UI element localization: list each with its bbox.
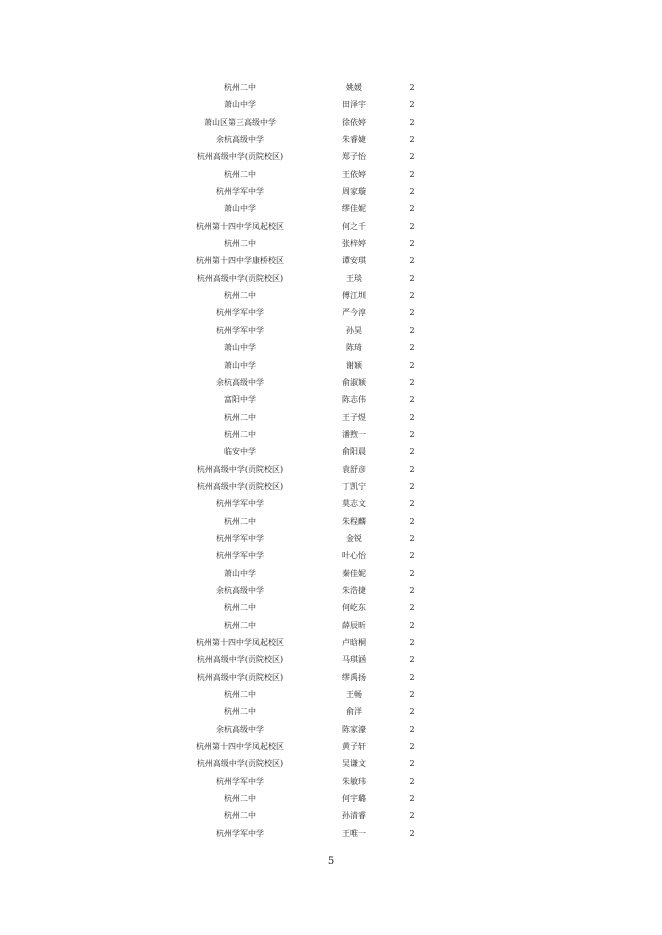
grade-cell: 2 [409, 412, 415, 422]
school-cell: 杭州二中 [224, 83, 256, 92]
grade-cell: 2 [409, 551, 415, 561]
school-cell: 杭州高级中学(贡院校区) [196, 464, 284, 474]
table-row [0, 114, 662, 131]
table-row [0, 357, 662, 374]
student-name-cell: 严今淳 [342, 308, 366, 318]
table-row [0, 686, 662, 703]
grade-cell: 2 [409, 759, 415, 769]
table-row [0, 461, 662, 478]
grade-cell: 2 [409, 239, 415, 249]
school-cell: 萧山中学 [224, 100, 256, 110]
table-row [0, 634, 662, 651]
student-name-cell: 王琰 [346, 273, 362, 283]
school-cell: 余杭高级中学 [216, 724, 264, 734]
table-row [0, 409, 662, 426]
table-row [0, 322, 662, 339]
grade-cell: 2 [409, 187, 415, 197]
grade-cell: 2 [409, 343, 415, 353]
grade-cell: 2 [409, 273, 415, 283]
grade-cell: 2 [409, 516, 415, 526]
school-cell: 萧山区第三高级中学 [204, 117, 276, 127]
table-row [0, 513, 662, 530]
school-cell: 杭州高级中学(贡院校区) [196, 481, 284, 491]
student-name-cell: 王依婷 [342, 169, 366, 179]
school-cell: 杭州高级中学(贡院校区) [196, 672, 284, 682]
student-name-cell: 田泽宇 [342, 100, 366, 110]
grade-cell: 2 [409, 603, 415, 613]
table-row [0, 721, 662, 738]
table-row [0, 703, 662, 720]
grade-cell: 2 [409, 308, 415, 318]
student-name-cell: 姚媛 [346, 83, 362, 92]
student-name-cell: 朱浩捷 [342, 585, 366, 595]
school-cell: 杭州二中 [224, 516, 256, 526]
student-name-cell: 金锐 [346, 533, 362, 543]
grade-cell: 2 [409, 291, 415, 301]
grade-cell: 2 [409, 464, 415, 474]
school-cell: 杭州学军中学 [216, 551, 264, 561]
table-row [0, 131, 662, 148]
table-row [0, 96, 662, 113]
table-row [0, 270, 662, 287]
student-name-cell: 郑子怡 [342, 152, 366, 162]
table-row [0, 669, 662, 686]
grade-cell: 2 [409, 221, 415, 231]
school-cell: 杭州学军中学 [216, 499, 264, 509]
table-row [0, 235, 662, 252]
table-row [0, 495, 662, 512]
school-cell: 杭州二中 [224, 429, 256, 439]
school-cell: 萧山中学 [224, 343, 256, 353]
school-cell: 杭州二中 [224, 690, 256, 700]
school-cell: 杭州学军中学 [216, 828, 264, 838]
table-row [0, 79, 662, 96]
grade-cell: 2 [409, 377, 415, 387]
table-row [0, 738, 662, 755]
student-name-cell: 张梓婷 [342, 239, 366, 249]
table-row [0, 252, 662, 269]
student-name-cell: 朱睿婕 [342, 135, 366, 145]
student-name-cell: 缪禹扬 [342, 672, 366, 682]
table-row [0, 148, 662, 165]
school-cell: 杭州第十四中学凤起校区 [196, 221, 284, 231]
grade-cell: 2 [409, 325, 415, 335]
student-name-cell: 孙清睿 [342, 811, 366, 821]
student-name-cell: 莫志文 [342, 499, 366, 509]
school-cell: 杭州高级中学(贡院校区) [196, 655, 284, 665]
grade-cell: 2 [409, 828, 415, 838]
table-row [0, 391, 662, 408]
student-name-cell: 傅江圳 [342, 291, 366, 301]
grade-cell: 2 [409, 776, 415, 786]
grade-cell: 2 [409, 742, 415, 752]
grade-cell: 2 [409, 447, 415, 457]
student-name-cell: 谢颖 [346, 360, 362, 370]
student-name-cell: 朱敏玮 [342, 776, 366, 786]
student-name-cell: 王唯一 [342, 828, 366, 838]
student-name-cell: 潘煦一 [342, 429, 366, 439]
student-name-cell: 何屹东 [342, 603, 366, 613]
page-number: 5 [327, 856, 335, 867]
table-row [0, 200, 662, 217]
school-cell: 杭州学军中学 [216, 308, 264, 318]
grade-cell: 2 [409, 533, 415, 543]
grade-cell: 2 [409, 100, 415, 110]
table-row [0, 478, 662, 495]
table-row [0, 565, 662, 582]
student-name-cell: 吴谦文 [342, 759, 366, 769]
grade-cell: 2 [409, 429, 415, 439]
grade-cell: 2 [409, 794, 415, 804]
table-row [0, 582, 662, 599]
grade-cell: 2 [409, 690, 415, 700]
grade-cell: 2 [409, 724, 415, 734]
grade-cell: 2 [409, 360, 415, 370]
student-name-cell: 陈志伟 [342, 395, 366, 405]
school-cell: 杭州二中 [224, 291, 256, 301]
student-name-cell: 朱程麟 [342, 516, 366, 526]
school-cell: 萧山中学 [224, 360, 256, 370]
grade-cell: 2 [409, 481, 415, 491]
school-cell: 余杭高级中学 [216, 377, 264, 387]
grade-cell: 2 [409, 672, 415, 682]
student-name-cell: 陈琦 [346, 343, 362, 353]
student-name-cell: 丁凯宁 [342, 481, 366, 491]
school-cell: 杭州高级中学(贡院校区) [196, 759, 284, 769]
table-row [0, 825, 662, 842]
grade-cell: 2 [409, 655, 415, 665]
school-cell: 临安中学 [224, 447, 256, 457]
grade-cell: 2 [409, 638, 415, 647]
school-cell: 杭州二中 [224, 707, 256, 717]
school-cell: 杭州二中 [224, 239, 256, 249]
table-row [0, 443, 662, 460]
table-row [0, 773, 662, 790]
grade-cell: 2 [409, 135, 415, 145]
school-cell: 杭州二中 [224, 412, 256, 422]
table-row [0, 807, 662, 824]
student-name-cell: 薛辰昕 [342, 620, 366, 630]
student-name-cell: 王子煜 [342, 412, 366, 422]
grade-cell: 2 [409, 499, 415, 509]
school-cell: 杭州学军中学 [216, 325, 264, 335]
table-row [0, 166, 662, 183]
grade-cell: 2 [409, 585, 415, 595]
table-row [0, 426, 662, 443]
school-cell: 余杭高级中学 [216, 135, 264, 145]
school-cell: 杭州二中 [224, 620, 256, 630]
grade-cell: 2 [409, 620, 415, 630]
grade-cell: 2 [409, 811, 415, 821]
student-name-cell: 孙昊 [346, 325, 362, 335]
school-cell: 萧山中学 [224, 568, 256, 578]
grade-cell: 2 [409, 568, 415, 578]
student-name-cell: 俞阳晨 [342, 447, 366, 457]
student-name-cell: 周家璇 [342, 187, 366, 197]
student-name-cell: 叶心怡 [342, 551, 366, 561]
grade-cell: 2 [409, 707, 415, 717]
school-cell: 杭州二中 [224, 811, 256, 821]
school-cell: 杭州学军中学 [216, 187, 264, 197]
school-cell: 杭州二中 [224, 603, 256, 613]
grade-cell: 2 [409, 152, 415, 162]
table-row [0, 287, 662, 304]
school-cell: 杭州第十四中学凤起校区 [196, 638, 284, 647]
student-name-cell: 徐依婷 [342, 117, 366, 127]
student-name-cell: 何之千 [342, 221, 366, 231]
table-row [0, 547, 662, 564]
student-name-cell: 马琪涵 [342, 655, 366, 665]
table-row [0, 374, 662, 391]
school-cell: 杭州二中 [224, 169, 256, 179]
school-cell: 杭州高级中学(贡院校区) [196, 273, 284, 283]
school-cell: 杭州第十四中学康桥校区 [196, 256, 284, 266]
student-name-cell: 缪佳妮 [342, 204, 366, 214]
table-row [0, 790, 662, 807]
student-name-cell: 谭安琪 [342, 256, 366, 266]
school-cell: 余杭高级中学 [216, 585, 264, 595]
school-cell: 萧山中学 [224, 204, 256, 214]
grade-cell: 2 [409, 395, 415, 405]
student-name-cell: 何宇璐 [342, 794, 366, 804]
school-cell: 杭州高级中学(贡院校区) [196, 152, 284, 162]
grade-cell: 2 [409, 204, 415, 214]
student-name-cell: 王畅 [346, 690, 362, 700]
school-cell: 杭州学军中学 [216, 776, 264, 786]
student-name-cell: 卢晗桐 [342, 638, 366, 647]
student-name-cell: 俞洋 [346, 707, 362, 717]
table-row [0, 617, 662, 634]
grade-cell: 2 [409, 169, 415, 179]
school-cell: 杭州学军中学 [216, 533, 264, 543]
student-name-cell: 俞淑颖 [342, 377, 366, 387]
student-name-cell: 黄子轩 [342, 742, 366, 752]
table-row [0, 339, 662, 356]
table-row [0, 304, 662, 321]
grade-cell: 2 [409, 83, 415, 92]
table-row [0, 651, 662, 668]
school-cell: 杭州第十四中学凤起校区 [196, 742, 284, 752]
grade-cell: 2 [409, 256, 415, 266]
table-row [0, 599, 662, 616]
table-row [0, 183, 662, 200]
grade-cell: 2 [409, 117, 415, 127]
student-name-cell: 袁舒彦 [342, 464, 366, 474]
school-cell: 杭州二中 [224, 794, 256, 804]
student-name-cell: 陈家濠 [342, 724, 366, 734]
table-row [0, 755, 662, 772]
table-row [0, 218, 662, 235]
school-cell: 富阳中学 [224, 395, 256, 405]
results-table [0, 79, 662, 842]
table-row [0, 530, 662, 547]
student-name-cell: 秦佳妮 [342, 568, 366, 578]
